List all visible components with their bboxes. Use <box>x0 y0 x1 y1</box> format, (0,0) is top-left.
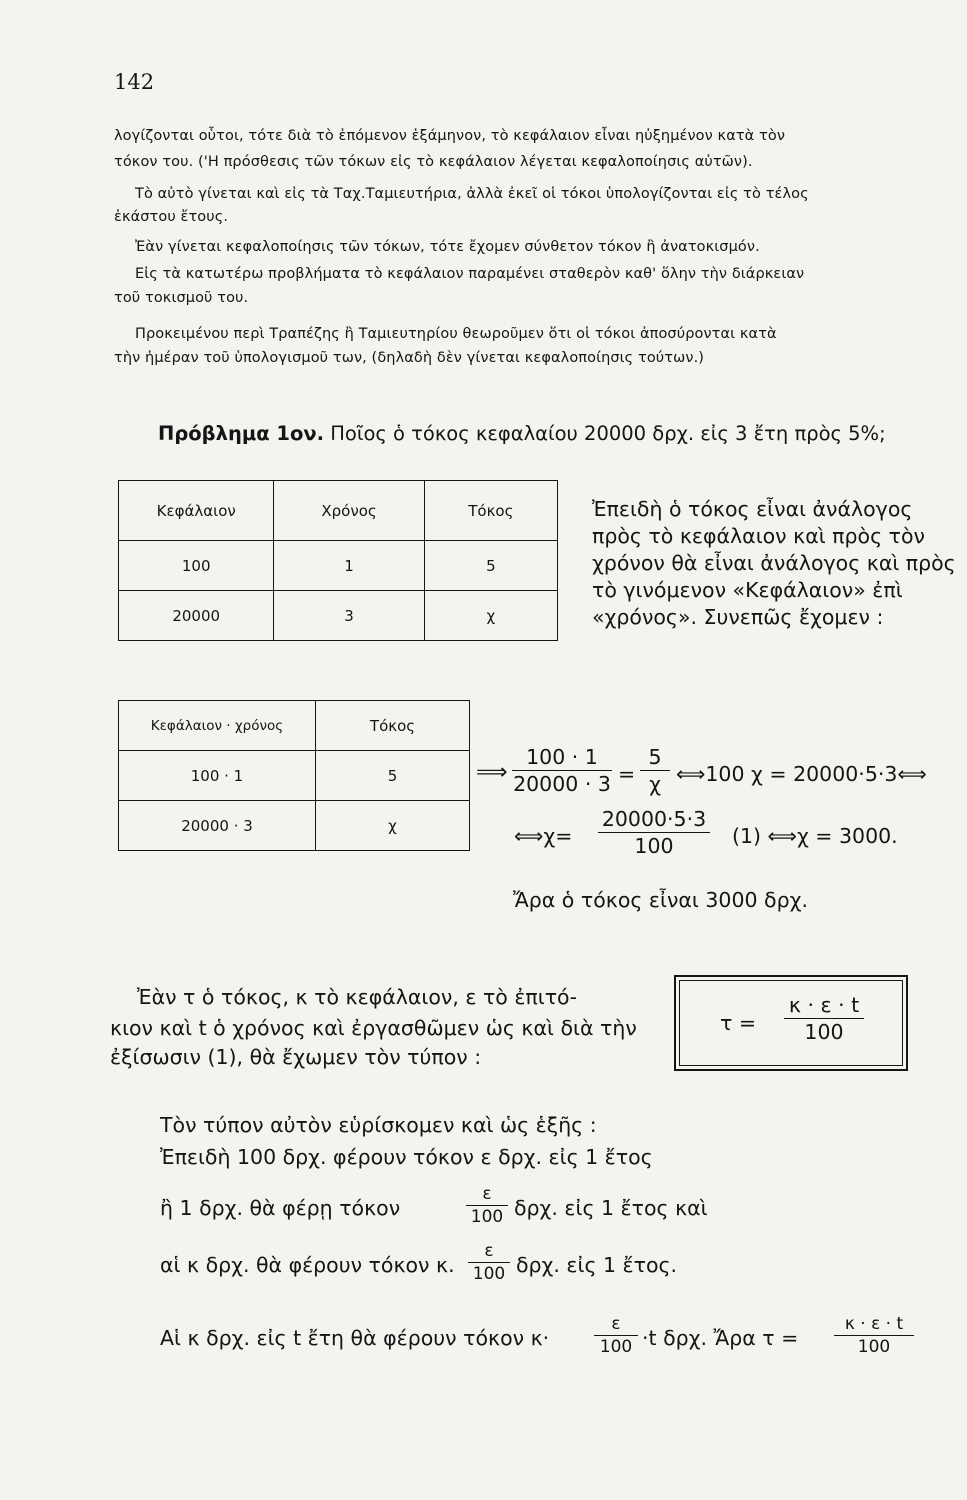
intro-line-3: Τὸ αὐτὸ γίνεται καὶ εἰς τὰ Ταχ.Ταμιευτήρια, ἀλλὰ ἐκεῖ οἱ τόκοι ὑπολογίζονται εἰς τὸ τέλος <box>135 186 809 202</box>
solution-fraction <box>598 807 710 858</box>
header-cell: Κεφάλαιον · χρόνος <box>119 701 316 751</box>
derivation-fraction-3 <box>594 1314 638 1357</box>
derivation-line-5a: Αἱ κ δρχ. εἰς t ἔτη θὰ φέρουν τόκον κ· <box>160 1326 550 1350</box>
reasoning-line-2: πρὸς τὸ κεφάλαιον καὶ πρὸς τὸν <box>592 524 925 548</box>
definition-line-2: κιον καὶ t ὁ χρόνος καὶ ἐργασθῶμεν ὡς καὶ διὰ τὴν <box>110 1016 637 1040</box>
equation-arrow-x: ⟺χ= <box>514 824 573 848</box>
reasoning-line-5: «χρόνος». Συνεπῶς ἔχομεν : <box>592 605 884 629</box>
derivation-line-1: Τὸν τύπον αὐτὸν εὑρίσκομεν καὶ ὡς ἑξῆς : <box>160 1113 597 1137</box>
problem-text: Ποῖος ὁ τόκος κεφαλαίου 20000 δρχ. εἰς 3 ἔτη πρὸς 5%; <box>330 422 886 445</box>
table-row <box>119 801 470 851</box>
reasoning-line-1: Ἐπειδὴ ὁ τόκος εἶναι ἀνάλογος <box>592 497 913 521</box>
intro-line-6: Εἰς τὰ κατωτέρω προβλήματα τὸ κεφάλαιον παραμένει σταθερὸν καθ' ὅλην τὴν διάρκειαν <box>135 266 805 282</box>
fraction-denominator: 100 <box>599 1337 633 1357</box>
fraction-denominator: 100 <box>470 1207 504 1227</box>
table-cell: 100 · 1 <box>119 751 316 801</box>
fraction-denominator: 100 <box>857 1337 891 1357</box>
table-row <box>119 591 558 641</box>
intro-line-8: Προκειμένου περὶ Τραπέζης ἢ Ταμιευτηρίου θεωροῦμεν ὅτι οἱ τόκοι ἀποσύρονται κατὰ <box>135 326 777 342</box>
table-cell: 20000 · 3 <box>119 801 316 851</box>
proportion-table <box>118 480 558 641</box>
intro-line-1: λογίζονται οὗτοι, τότε διὰ τὸ ἑπόμενον ἑξάμηνον, τὸ κεφάλαιον εἶναι ηὐξημένον κατὰ τὸν <box>114 128 786 144</box>
derivation-line-3b: δρχ. εἰς 1 ἔτος καὶ <box>514 1196 708 1220</box>
reasoning-line-3: χρόνον θὰ εἶναι ἀνάλογος καὶ πρὸς <box>592 551 956 575</box>
fraction-numerator: κ · ε · t <box>784 993 864 1019</box>
fraction-denominator: 100 <box>634 834 674 858</box>
intro-line-2: τόκον του. ('Η πρόσθεσις τῶν τόκων εἰς τὸ κεφάλαιον λέγεται κεφαλοποίησις αὐτῶν). <box>114 154 753 170</box>
equals-sign: = <box>618 762 636 786</box>
fraction-denominator: 20000 · 3 <box>513 772 611 796</box>
table-header-row <box>119 481 558 541</box>
result-sentence: Ἄρα ὁ τόκος εἶναι 3000 δρχ. <box>513 888 808 912</box>
derivation-fraction-1 <box>466 1184 508 1227</box>
equation-result: (1) ⟺χ = 3000. <box>732 824 898 848</box>
ratio-fraction-1 <box>512 745 612 796</box>
reasoning-line-4: τὸ γινόμενον «Κεφάλαιον» ἐπὶ <box>592 578 903 602</box>
ratio-fraction-2 <box>640 745 670 796</box>
table-cell: 5 <box>424 541 557 591</box>
intro-line-9: τὴν ἡμέραν τοῦ ὑπολογισμοῦ των, (δηλαδὴ δὲν γίνεται κεφαλοποίησις τούτων.) <box>114 350 705 366</box>
intro-line-4: ἑκάστου ἔτους. <box>114 209 229 225</box>
header-cell: Χρόνος <box>274 481 424 541</box>
problem-heading <box>158 422 886 445</box>
table-cell: χ <box>316 801 470 851</box>
header-cell: Τόκος <box>316 701 470 751</box>
formula-lhs: τ = <box>720 1011 757 1035</box>
intro-line-5: Ἐὰν γίνεται κεφαλοποίησις τῶν τόκων, τότε ἔχομεν σύνθετον τόκον ἢ ἀνατοκισμόν. <box>135 239 760 255</box>
derivation-line-3a: ἢ 1 δρχ. θὰ φέρῃ τόκον <box>160 1196 401 1220</box>
fraction-numerator: 5 <box>640 745 670 771</box>
table-cell: χ <box>424 591 557 641</box>
formula-box-inner <box>679 980 903 1066</box>
derivation-line-5b: ·t δρχ. Ἄρα τ = <box>642 1326 799 1350</box>
table-cell: 20000 <box>119 591 274 641</box>
intro-line-7: τοῦ τοκισμοῦ του. <box>114 290 249 306</box>
formula-box <box>674 975 908 1071</box>
fraction-numerator: 20000·5·3 <box>598 807 710 833</box>
formula-fraction <box>784 993 864 1044</box>
problem-label: Πρόβλημα 1ον. <box>158 422 325 445</box>
equation-step-2: ⟺100 χ = 20000·5·3⟺ <box>676 762 927 786</box>
implies-arrow: ⟹ <box>476 760 508 785</box>
fraction-denominator: 100 <box>804 1020 844 1044</box>
derivation-fraction-4 <box>834 1314 914 1357</box>
fraction-numerator: 100 · 1 <box>512 745 612 771</box>
derivation-line-4a: αἱ κ δρχ. θὰ φέρουν τόκον κ. <box>160 1253 455 1277</box>
table-cell: 100 <box>119 541 274 591</box>
definition-line-3: ἐξίσωσιν (1), θὰ ἔχωμεν τὸν τύπον : <box>110 1045 482 1069</box>
fraction-numerator: ε <box>466 1184 508 1206</box>
fraction-numerator: κ · ε · t <box>834 1314 914 1336</box>
definition-line-1: Ἐὰν τ ὁ τόκος, κ τὸ κεφάλαιον, ε τὸ ἐπιτό- <box>137 985 577 1009</box>
header-cell: Τόκος <box>424 481 557 541</box>
header-cell: Κεφάλαιον <box>119 481 274 541</box>
table-cell: 5 <box>316 751 470 801</box>
table-row <box>119 751 470 801</box>
table-cell: 1 <box>274 541 424 591</box>
table-header-row <box>119 701 470 751</box>
fraction-denominator: 100 <box>472 1264 506 1284</box>
page-number: 142 <box>114 70 155 94</box>
derivation-line-2: Ἐπειδὴ 100 δρχ. φέρουν τόκον ε δρχ. εἰς 1 ἔτος <box>160 1145 653 1169</box>
table-row <box>119 541 558 591</box>
fraction-numerator: ε <box>594 1314 638 1336</box>
derivation-line-4b: δρχ. εἰς 1 ἔτος. <box>516 1253 678 1277</box>
fraction-numerator: ε <box>468 1241 510 1263</box>
derivation-fraction-2 <box>468 1241 510 1284</box>
product-table <box>118 700 470 851</box>
table-cell: 3 <box>274 591 424 641</box>
fraction-denominator: χ <box>649 772 661 796</box>
